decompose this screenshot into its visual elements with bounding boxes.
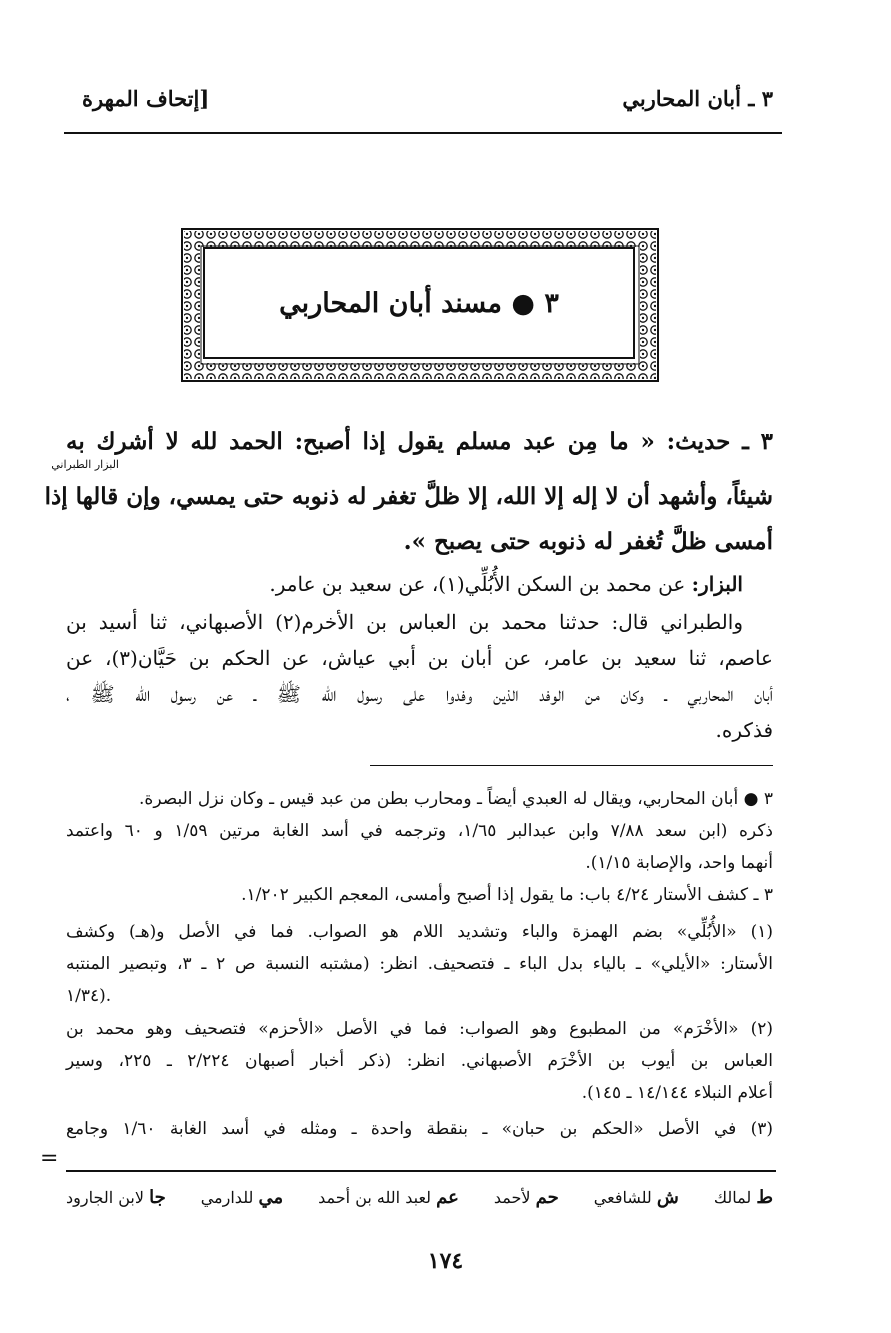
page-number: ١٧٤ bbox=[427, 1248, 464, 1274]
abbrev-code: جا bbox=[149, 1187, 166, 1208]
abbreviation-key bbox=[66, 1187, 773, 1208]
abbrev-label: للشافعي bbox=[593, 1188, 652, 1207]
abbrev-item bbox=[201, 1187, 283, 1208]
abbrev-code: ط bbox=[756, 1187, 773, 1208]
running-head-book: [إتحاف المهرة bbox=[82, 86, 210, 111]
abbrev-label: لأحمد bbox=[493, 1188, 531, 1207]
source-line-2: والطبراني قال: حدثنا محمد بن العباس بن الأخرم(٢) الأصبهاني، ثنا أسيد بن bbox=[66, 610, 743, 634]
source-line-1 bbox=[66, 574, 743, 594]
abbrev-item bbox=[66, 1187, 166, 1208]
abbrev-item bbox=[494, 1187, 559, 1208]
footnote-rule bbox=[370, 765, 773, 766]
source-label: البزار: bbox=[691, 572, 743, 596]
footnote-line: (١) «الأُبُلِّي» بضم الهمزة والباء وتشديد اللام هو الصواب. فما في الأصل و(هـ) وكشف bbox=[66, 922, 773, 942]
abbrev-label: للدارمي bbox=[200, 1188, 254, 1207]
footnote-line: أنهما واحد، والإصابة ١/١٥). bbox=[585, 853, 773, 873]
section-title: ٣ ● مسند أبان المحاربي bbox=[279, 287, 559, 319]
footnote-line: أعلام النبلاء ١٤/١٤٤ ـ ١٤٥). bbox=[581, 1083, 773, 1103]
footnote-line: الأستار: «الأيلي» ـ بالياء بدل الباء ـ فتصحيف. انظر: (مشتبه النسبة ص ٢ ـ ٣، وتبصير المنتبه bbox=[66, 954, 773, 974]
hadith-line-2: شيئاً، وأشهد أن لا إله إلا الله، إلا ظلَّ تغفر له ذنوبه حتى يمسي، وإن قالها إذا bbox=[44, 483, 773, 510]
abbrev-item bbox=[714, 1187, 773, 1208]
continuation-mark: = bbox=[40, 1146, 59, 1171]
source-line-5: فذكره. bbox=[715, 718, 773, 742]
footnote-line: ذكره (ابن سعد ٧/٨٨ وابن عبدالبر ١/٦٥، وترجمه في أسد الغابة مرتين ١/٥٩ و ٦٠ واعتمد bbox=[66, 821, 773, 841]
footnote-line: ٣ ● أبان المحاربي، ويقال له العبدي أيضاً ـ ومحارب بطن من عبد قيس ـ وكان نزل البصرة. bbox=[139, 789, 773, 809]
abbrev-item bbox=[318, 1187, 459, 1208]
abbreviation-rule bbox=[66, 1170, 776, 1172]
footnote-line: العباس بن أيوب بن الأخْرَم الأصبهاني. انظر: (ذكر أخبار أصبهان ٢/٢٢٤ ـ ٢٢٥، وسير bbox=[66, 1051, 773, 1071]
abbrev-label: لمالك bbox=[713, 1188, 752, 1207]
header-rule bbox=[64, 132, 782, 134]
footnote-line: (٣) في الأصل «الحكم بن حبان» ـ بنقطة واحدة ـ ومثله في أسد الغابة ١/٦٠ وجامع bbox=[66, 1119, 773, 1139]
footnote-line: (٢) «الأخْرَم» من المطبوع وهو الصواب: فما في الأصل «الأحزم» فتصحيف وهو محمد بن bbox=[66, 1019, 773, 1039]
footnote-line: ١/٣٤). bbox=[66, 986, 112, 1006]
interlinear-note: البزار الطبراني bbox=[51, 458, 119, 471]
running-head-entry: ٣ ـ أبان المحاربي bbox=[622, 86, 773, 111]
footnote-line: ٣ ـ كشف الأستار ٤/٢٤ باب: ما يقول إذا أصبح وأمسى، المعجم الكبير ١/٢٠٢. bbox=[241, 885, 773, 905]
abbrev-item bbox=[594, 1187, 679, 1208]
source-line-4: أبان المحاربي ـ وكان من الوفد الذين وفدوا على رسول الله ﷺ ـ عن رسول الله ﷺ ، bbox=[66, 682, 773, 706]
hadith-line-1: ٣ ـ حديث: « ما مِن عبد مسلم يقول إذا أصبح: الحمد لله لا أشرك به bbox=[66, 428, 773, 455]
abbrev-label: لعبد الله بن أحمد bbox=[318, 1188, 432, 1207]
source-line-3: عاصم، ثنا سعيد بن عامر، عن أبان بن أبي عياش، عن الحكم بن حَيَّان(٣)، عن bbox=[66, 646, 773, 670]
abbrev-code: عم bbox=[436, 1187, 459, 1208]
abbrev-code: مي bbox=[258, 1187, 284, 1208]
hadith-line-3: أمسى ظلَّ تُغفر له ذنوبه حتى يصبح ». bbox=[403, 528, 773, 555]
abbrev-label: لابن الجارود bbox=[66, 1188, 144, 1207]
abbrev-code: حم bbox=[535, 1187, 559, 1208]
source-text: عن محمد بن السكن الأُبُلِّي(١)، عن سعيد بن عامر. bbox=[269, 572, 692, 596]
abbrev-code: ش bbox=[656, 1187, 679, 1208]
